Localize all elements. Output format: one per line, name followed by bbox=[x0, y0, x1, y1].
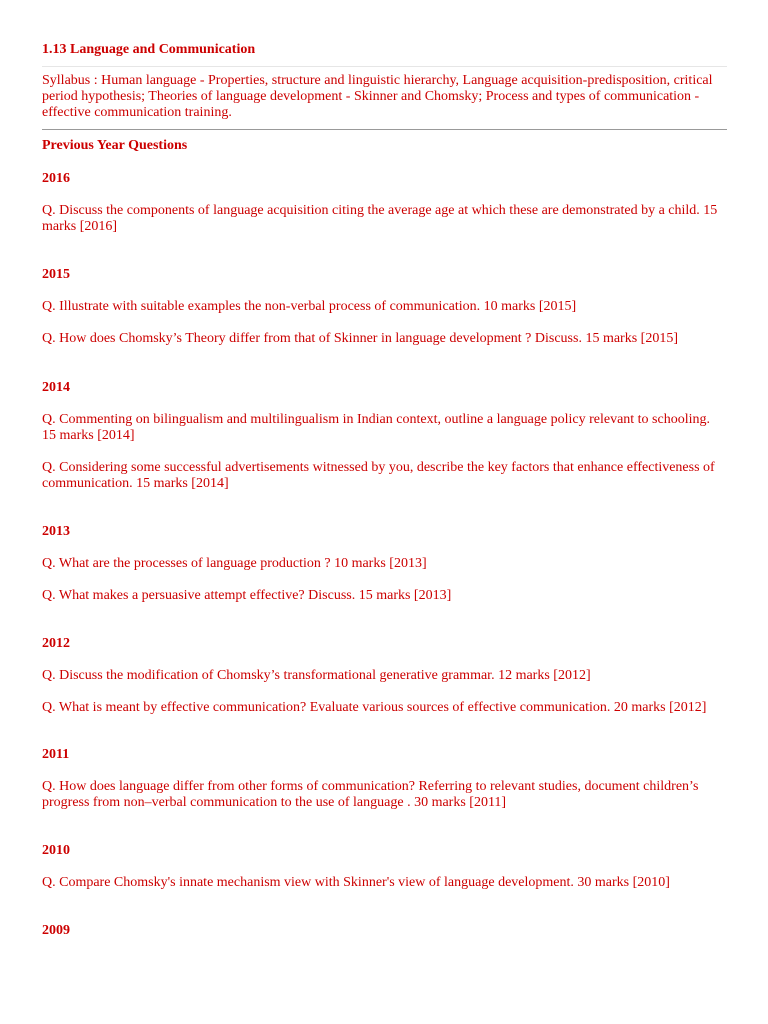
year-heading: 2014 bbox=[42, 380, 70, 395]
year-block bbox=[42, 635, 727, 716]
question-item: Q. Commenting on bilingualism and multilingualism in Indian context, outline a language policy relevant to schooling. 15 marks [2014] bbox=[42, 412, 711, 443]
question-item: Q. What makes a persuasive attempt effective? Discuss. 15 marks [2013] bbox=[42, 588, 452, 603]
year-block bbox=[42, 746, 727, 811]
year-block bbox=[42, 523, 727, 604]
question-item: Q. How does language differ from other forms of communication? Referring to relevant studies, document children’s progress from non–verbal communication to the use of language . 30 marks [2011] bbox=[42, 779, 699, 810]
question-item: Q. What is meant by effective communication? Evaluate various sources of effective communication. 20 marks [2012] bbox=[42, 700, 707, 715]
year-heading: 2016 bbox=[42, 171, 70, 186]
question-item: Q. Discuss the components of language acquisition citing the average age at which these are demonstrated by a child. 15 marks [2016] bbox=[42, 203, 718, 234]
question-item: Q. Compare Chomsky's innate mechanism view with Skinner's view of language development. 30 marks [2010] bbox=[42, 875, 670, 890]
question-item: Q. How does Chomsky’s Theory differ from that of Skinner in language development ? Discuss. 15 marks [2015] bbox=[42, 331, 678, 346]
year-heading: 2010 bbox=[42, 843, 70, 858]
year-block bbox=[42, 170, 727, 235]
section-title: 1.13 Language and Communication bbox=[42, 42, 256, 57]
question-item: Q. Considering some successful advertisements witnessed by you, describe the key factors that enhance effectiveness of communication. 15 marks [2014] bbox=[42, 460, 715, 491]
syllabus-divider bbox=[42, 129, 727, 130]
syllabus-text: Syllabus : Human language - Properties, structure and linguistic hierarchy, Language acquisition-predisposition, critical period hypothesis; Theories of language development - Skinner and Chomsky; Process and types of communication - effective communication training. bbox=[42, 73, 713, 120]
question-item: Q. What are the processes of language production ? 10 marks [2013] bbox=[42, 556, 427, 571]
year-heading: 2013 bbox=[42, 524, 70, 539]
question-item: Q. Discuss the modification of Chomsky’s transformational generative grammar. 12 marks [2012] bbox=[42, 668, 591, 683]
year-heading: 2011 bbox=[42, 747, 70, 762]
content-area bbox=[42, 40, 727, 940]
year-block bbox=[42, 922, 727, 940]
year-heading: 2015 bbox=[42, 267, 70, 282]
title-divider bbox=[42, 66, 727, 67]
question-item: Q. Illustrate with suitable examples the non-verbal process of communication. 10 marks [2015] bbox=[42, 299, 577, 314]
year-block bbox=[42, 842, 727, 891]
year-block bbox=[42, 266, 727, 347]
year-block bbox=[42, 379, 727, 492]
year-heading: 2009 bbox=[42, 923, 70, 938]
previous-year-questions-heading: Previous Year Questions bbox=[42, 138, 188, 153]
year-heading: 2012 bbox=[42, 636, 70, 651]
